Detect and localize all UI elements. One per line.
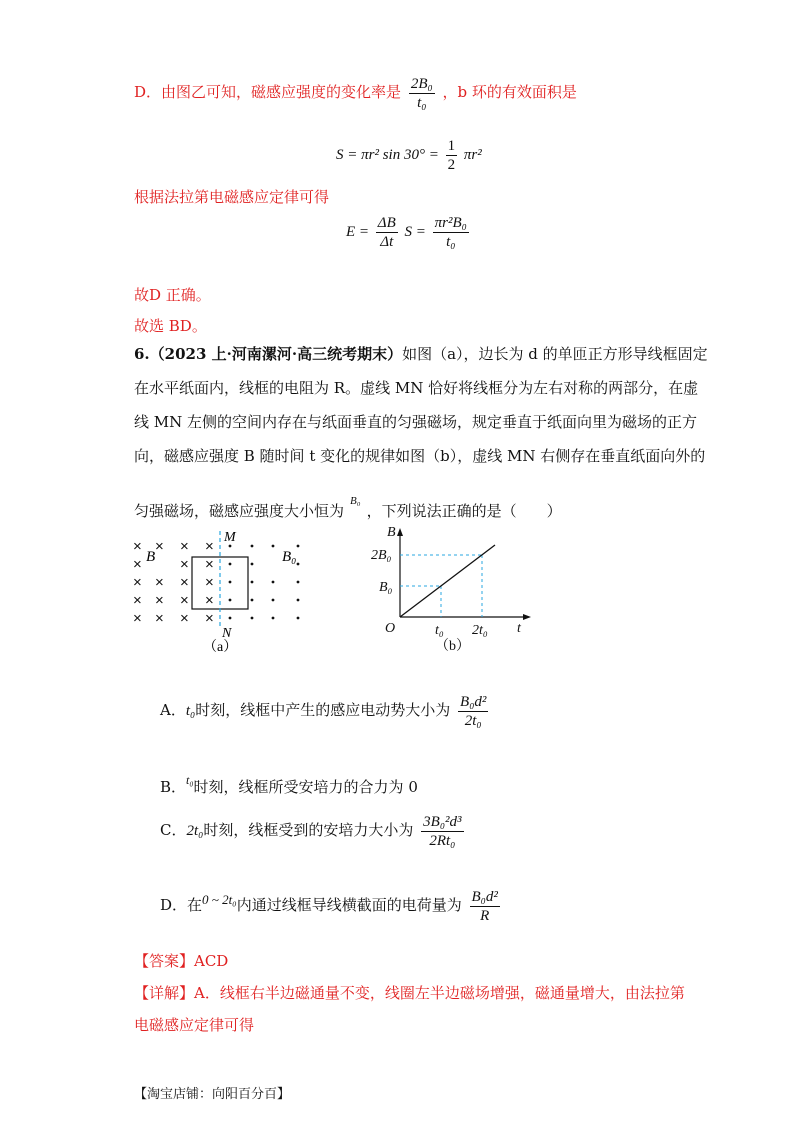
caption-b: （b）: [435, 639, 470, 654]
option-d: [160, 880, 503, 925]
faraday-line: 根据法拉第电磁感应定律可得: [134, 188, 330, 206]
rate-denominator: t₀: [417, 94, 427, 111]
area-formula: [336, 135, 482, 175]
option-d-text: 内通过线框导线横截面的电荷量为: [236, 896, 462, 914]
svg-text:×: ×: [180, 592, 189, 609]
emf-lhs: E =: [346, 224, 370, 240]
emf-mid: S =: [404, 224, 426, 240]
label-t-axis: t: [517, 621, 521, 636]
option-c: [160, 810, 467, 851]
option-c-den: 2Rt₀: [429, 832, 456, 849]
question-line-3: 线 MN 左侧的空间内存在与纸面垂直的匀强磁场，规定垂直于纸面向里为磁场的正方: [134, 413, 698, 431]
option-c-time: 2t₀: [186, 823, 204, 839]
svg-text:×: ×: [155, 538, 164, 555]
option-c-prefix: C．: [160, 821, 187, 839]
option-c-fraction: [421, 814, 463, 849]
rate-numerator: 2B₀: [410, 75, 433, 92]
half-num: 1: [447, 138, 456, 155]
b0-small: B₀: [350, 495, 361, 507]
choose-line: 故选 BD。: [134, 317, 207, 335]
option-d-range: 0 ~ 2t₀: [202, 892, 237, 907]
emf-formula: [346, 212, 472, 252]
option-b-prefix: B．: [160, 778, 187, 796]
area-rhs: πr²: [463, 147, 482, 163]
label-m: M: [224, 530, 236, 545]
correct-d: 故D 正确。: [134, 286, 211, 304]
question-line-2: 在水平纸面内，线框的电阻为 R。虚线 MN 恰好将线框分为左右对称的两部分，在虚: [134, 379, 699, 397]
label-b-axis: B: [387, 525, 396, 540]
half-fraction: [446, 138, 458, 173]
svg-text:×: ×: [155, 574, 164, 591]
option-b-time: t₀: [186, 773, 194, 787]
svg-text:×: ×: [133, 538, 142, 555]
svg-text:×: ×: [180, 574, 189, 591]
option-c-num: 3B₀²d³: [423, 813, 462, 830]
option-d-prefix: D．在: [160, 896, 203, 914]
option-d-den: R: [480, 907, 490, 924]
answer-line: 【答案】ACD: [134, 952, 229, 970]
footer-shop: 【淘宝店铺：向阳百分百】: [134, 1087, 291, 1102]
option-b: [160, 765, 418, 802]
svg-text:×: ×: [133, 610, 142, 627]
label-b0: B₀: [379, 580, 393, 595]
label-n: N: [222, 626, 232, 641]
svg-text:×: ×: [155, 592, 164, 609]
svg-text:×: ×: [205, 592, 214, 609]
label-t0: t₀: [435, 623, 444, 638]
delta-den: Δt: [380, 234, 394, 251]
svg-text:×: ×: [180, 556, 189, 573]
emf-fraction: [433, 215, 469, 250]
caption-a: （a）: [203, 640, 238, 655]
part-d-prefix: D．由图乙可知，磁感应强度的变化率是: [134, 83, 402, 101]
option-a: [160, 690, 491, 731]
option-c-text: 时刻，线框受到的安培力大小为: [203, 821, 414, 839]
question-line-1: [134, 337, 708, 371]
option-b-text: 时刻，线框所受安培力的合力为 0: [193, 778, 418, 796]
b-axis-arrow: [397, 528, 403, 536]
svg-text:×: ×: [133, 556, 142, 573]
question-text-5b: ，下列说法正确的是（ ）: [366, 502, 562, 520]
label-2b0: 2B₀: [371, 548, 392, 563]
delta-num: ΔB: [377, 215, 396, 232]
question-line-4: 向，磁感应强度 B 随时间 t 变化的规律如图（b），虚线 MN 右侧存在垂直纸面向外的: [134, 447, 706, 465]
svg-text:×: ×: [205, 556, 214, 573]
svg-text:×: ×: [205, 538, 214, 555]
emf-den: t₀: [446, 234, 456, 251]
emf-num: πr²B₀: [434, 215, 467, 232]
option-d-num: B₀d²: [471, 888, 498, 905]
rate-fraction: [409, 76, 435, 111]
detail-line-1: 【详解】A．线框右半边磁通量不变，线圈左半边磁场增强，磁通量增大，由法拉第: [134, 984, 685, 1002]
option-a-fraction: [458, 694, 488, 729]
svg-text:×: ×: [180, 610, 189, 627]
question-number: 6.: [134, 345, 150, 363]
part-d-line: [134, 72, 577, 112]
t-axis-arrow: [523, 614, 531, 620]
svg-text:×: ×: [205, 574, 214, 591]
figure-b: [365, 522, 535, 662]
option-a-num: B₀d²: [460, 693, 487, 710]
label-b0-right: B₀: [282, 549, 297, 565]
label-b-left: B: [146, 549, 156, 565]
svg-text:×: ×: [133, 574, 142, 591]
svg-text:×: ×: [205, 610, 214, 627]
detail-line-2: 电磁感应定律可得: [134, 1016, 255, 1034]
option-d-fraction: [470, 889, 500, 924]
delta-fraction: [376, 215, 398, 250]
question-text-5a: 匀强磁场，磁感应强度大小恒为: [134, 502, 345, 520]
label-2t0: 2t₀: [472, 623, 488, 638]
option-a-time: t₀: [185, 703, 196, 719]
option-a-den: 2t₀: [464, 712, 482, 729]
figure-a: [125, 525, 325, 665]
part-d-suffix: ，b 环的有效面积是: [442, 83, 577, 101]
half-den: 2: [447, 157, 456, 174]
svg-text:×: ×: [155, 610, 164, 627]
option-a-prefix: A．: [160, 701, 186, 719]
area-lhs: S = πr² sin 30° =: [336, 147, 439, 163]
label-origin: O: [385, 621, 396, 636]
svg-text:×: ×: [133, 592, 142, 609]
svg-text:×: ×: [180, 538, 189, 555]
question-text-1: 如图（a），边长为 d 的单匝正方形导线框固定: [402, 345, 708, 363]
option-a-text: 时刻，线框中产生的感应电动势大小为: [195, 701, 451, 719]
question-source: （2023 上·河南漯河·高三统考期末）: [149, 345, 403, 363]
b-t-graph-line: [400, 545, 495, 617]
